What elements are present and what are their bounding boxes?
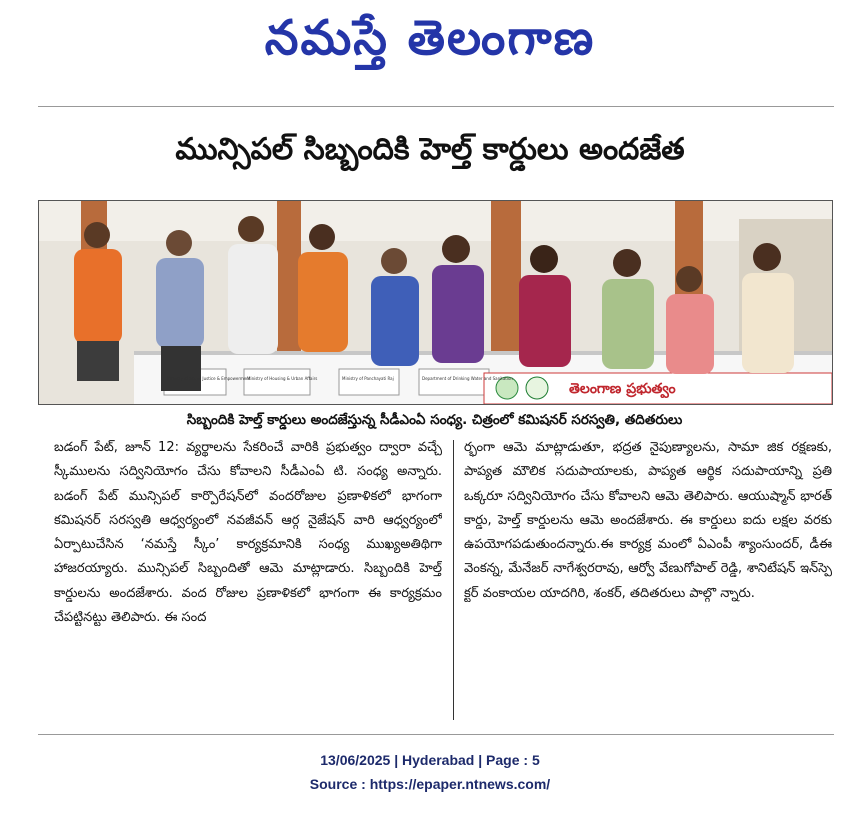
body-left-text: బడంగ్ పేట్, జూన్ 12: వ్యర్థాలను సేకరించే వారికి ప్రభుత్వం ద్వారా వచ్చే స్కీములను సద్వినియోగం చేసు కోవాలని సీడీఎంఏ టి. సంధ్య అన్నారు. బడంగ్ పేట్ మున్సిపల్ కార్పొరేషన్‌లో వందరోజుల ప్రణాళికలో భాగంగా కమిషనర్ సరస్వతి ఆధ్వర్యంలో నవజీవన్ ఆర్గ నైజేషన్ వారి ఆధ్వర్యంలో ఏర్పాటుచేసిన ‘నమస్తే స్కీం’ కార్యక్రమానికి సంధ్య ముఖ్యఅతిథిగా హాజరయ్యారు. మున్సిపల్ సిబ్బందితో ఆమె మాట్లాడారు. సిబ్బందికి హెల్త్ కార్డులను అందజేశారు. వంద రోజుల ప్రణాళికలో భాగంగా ఈ కార్యక్రమం చేపట్టినట్టు తెలిపారు. ఈ సంద xyxy=(54,440,442,626)
group-photo-illustration xyxy=(39,201,832,404)
article-body-right-column xyxy=(464,436,832,726)
dateline: 13/06/2025 | Hyderabad | Page : 5 xyxy=(320,752,540,768)
article-photo xyxy=(38,200,833,405)
body-right-text: ర్భంగా ఆమె మాట్లాడుతూ, భద్రత నైపుణ్యాలను, సామా జిక రక్షణకు, పాప్యత మౌలిక సదుపాయాలకు, పాప్యత ఆర్థిక సదుపాయాన్ని ప్రతి ఒక్కరూ సద్వినియోగం చేసు కోవాలని ఆమె తెలిపారు. ఆయుష్మాన్ భారత్ కార్డు, హెల్త్ కార్డులను ఆమె అందజేశారు. ఈ కార్డులు ఐదు లక్షల వరకు ఉపయోగపడుతుందన్నారు.ఈ కార్యక్ర మంలో ఏఎంపీ శ్యాంసుందర్, డీఈ వెంకన్న, మేనేజర్ నాగేశ్వరరావు, ఆర్వో వేణుగోపాల్ రెడ్డి, శానిటేషన్ ఇన్‌స్పె క్టర్ వంకాయల యాదగిరి, శంకర్, తదితరులు పాల్గొ న్నారు. xyxy=(464,440,832,601)
desk-nameplate-3: Ministry of Panchayati Raj xyxy=(342,376,394,381)
column-divider xyxy=(453,440,454,720)
photo-caption: సిబ్బందికి హెల్త్ కార్డులు అందజేస్తున్న సీడీఎంఏ సంధ్య. చిత్రంలో కమిషనర్ సరస్వతి, తదితరులు xyxy=(186,412,683,428)
masthead-title: నమస్తే తెలంగాణ xyxy=(264,10,596,66)
headline-text: మున్సిపల్ సిబ్బందికి హెల్త్ కార్డులు అందజేత xyxy=(175,132,685,167)
banner-text: తెలంగాణ ప్రభుత్వం xyxy=(569,381,676,397)
desk-nameplate-1: Ministry of Social Justice & Empowerment xyxy=(167,376,251,381)
footer-divider xyxy=(38,734,834,735)
newspaper-masthead xyxy=(0,6,860,70)
desk-nameplate-2: Ministry of Housing & Urban Affairs xyxy=(247,376,318,381)
article-headline xyxy=(0,116,860,184)
article-body-left-column xyxy=(54,436,442,726)
source-link[interactable]: Source : https://epaper.ntnews.com/ xyxy=(309,776,551,792)
desk-nameplate-4: Department of Drinking Water and Sanitation xyxy=(422,376,513,381)
masthead-divider xyxy=(38,106,834,107)
